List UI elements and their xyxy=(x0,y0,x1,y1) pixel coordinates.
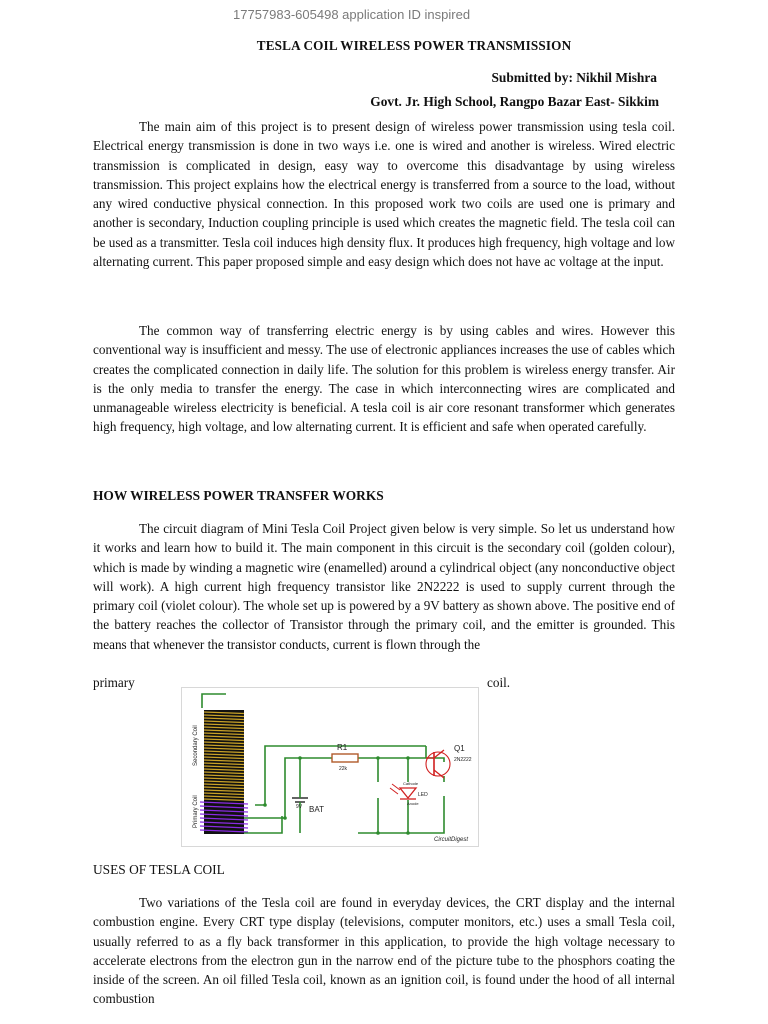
resistor-value: 22k xyxy=(339,766,348,772)
paragraph-uses: Two variations of the Tesla coil are found in everyday devices, the CRT display and the internal combustion engine. Every CRT type display (televisions, computer monitors, etc.) uses a small Tesla coil, usually referred to as a fly back transformer in this application, to provide the high voltage necessary to accelerate electrons from the electron gun in the narrow end of the picture tube to the phosphors coating the inside of the screen. An oil filled Tesla coil, known as an ignition coil, is found under the hood of all internal combustion xyxy=(93,895,675,1007)
led-label: LED xyxy=(418,792,428,798)
junction-dot xyxy=(406,756,410,760)
school-line: Govt. Jr. High School, Rangpo Bazar East- Sikkim xyxy=(370,94,659,109)
transistor-leads xyxy=(426,750,444,778)
resistor-label: R1 xyxy=(337,743,348,752)
section-heading-how-it-works: HOW WIRELESS POWER TRANSFER WORKS xyxy=(93,488,384,503)
led-cathode-label: Cathode xyxy=(403,781,419,786)
top-antenna-wire xyxy=(202,694,226,708)
junction-dot xyxy=(406,831,410,835)
author-line: Submitted by: Nikhil Mishra xyxy=(491,70,657,85)
led-diode xyxy=(400,788,416,798)
led-anode-label: Anode xyxy=(407,801,419,806)
inline-word-coil: coil. xyxy=(487,675,511,690)
transistor-part: 2N2222 xyxy=(454,757,472,763)
brand-watermark: CircuitDigest xyxy=(434,837,469,843)
battery-label: BAT xyxy=(309,805,324,814)
tesla-coil-circuit-diagram xyxy=(181,687,479,847)
inline-word-primary: primary xyxy=(93,675,135,690)
section-heading-uses: USES OF TESLA COIL xyxy=(93,862,225,877)
circuit-svg xyxy=(182,688,478,846)
document-title: TESLA COIL WIRELESS POWER TRANSMISSION xyxy=(256,38,572,53)
paragraph-circuit-description: The circuit diagram of Mini Tesla Coil Project given below is very simple. So let us understand how it works and learn how to build it. The main component in this circuit is the secondary coil (golden colour), which is made by winding a magnetic wire (enamelled) around a cylindrical object (any nonconductive object will work). A high current high frequency transistor like 2N2222 is used to supply current through the primary coil (violet colour). The whole set up is powered by a 9V battery as shown above. The positive end of the battery reaches the collector of Transistor through the primary coil, and the emitter is grounded. This means that whenever the transistor conducts, current is flown through the xyxy=(93,521,675,652)
secondary-coil-label: Secondary Coil xyxy=(193,725,199,766)
led-emission-arrows xyxy=(390,784,400,794)
paragraph-background: The common way of transferring electric energy is by using cables and wires. However this conventional way is insufficient and messy. The use of electronic appliances increases the use of cables which creates the complicated connection in daily life. The solution for this problem is wireless energy transfer. Air is the only media to transfer the energy. The case in which interconnecting wires are complicated and unmanageable wireless electricity is beneficial. A tesla coil is air core resonant transformer which generates high frequency, high voltage, and low alternating current. It is efficient and safe when operated carefully. xyxy=(93,323,675,435)
resistor-r1 xyxy=(332,754,358,762)
transistor-label: Q1 xyxy=(454,744,465,753)
junction-dot xyxy=(263,803,267,807)
paragraph-intro: The main aim of this project is to present design of wireless power transmission using tesla coil. Electrical energy transmission is done in two ways i.e. one is wired and another is wireless. Wired electric transmission is complicated in design, easy way to overcome this disadvantage by using wireless transmission. This project explains how the electrical energy is transferred from a source to the load, without any wired conductive physical connection. In this proposed work two coils are used one is primary and another is secondary, Induction coupling principle is used which creates the magnetic field. The tesla coil can be used as a transmitter. Tesla coil induces high density flux. It produces high frequency, high voltage and low alternating current. This paper proposed simple and easy design which does not have ac voltage at the input. xyxy=(93,119,675,270)
application-id-banner: 17757983-605498 application ID inspired xyxy=(233,7,471,22)
junction-dot xyxy=(376,756,380,760)
battery-voltage: 9V xyxy=(296,804,303,810)
junction-dot xyxy=(298,756,302,760)
junction-dot xyxy=(376,831,380,835)
primary-coil-label: Primary Coil xyxy=(193,795,199,828)
junction-dot xyxy=(283,816,287,820)
